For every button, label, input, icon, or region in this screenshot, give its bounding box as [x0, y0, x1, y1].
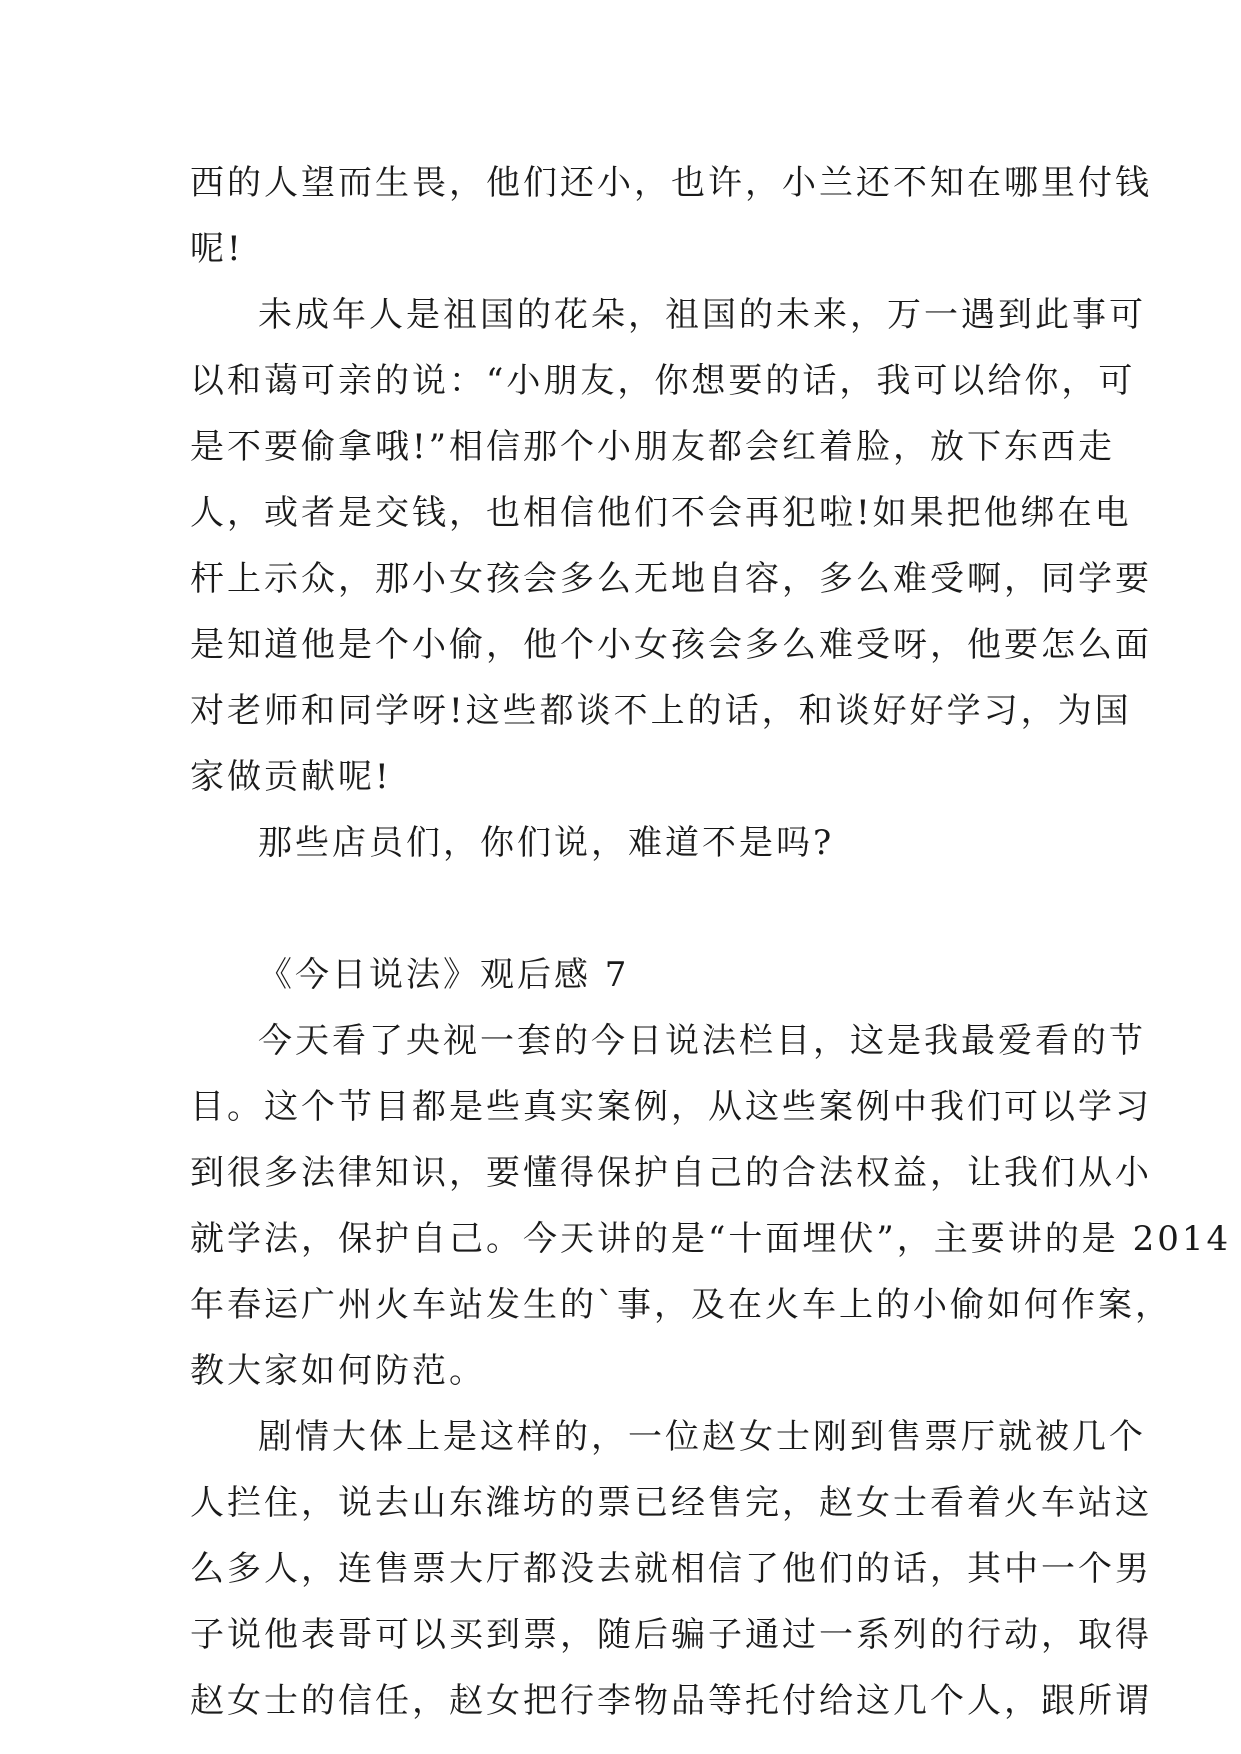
paragraph-line: 是不要偷拿哦!”相信那个小朋友都会红着脸，放下东西走	[190, 427, 1116, 467]
paragraph-line: 人拦住，说去山东潍坊的票已经售完，赵女士看着火车站这	[190, 1483, 1152, 1523]
paragraph-line: 呢!	[190, 229, 244, 269]
paragraph-line: 人，或者是交钱，也相信他们不会再犯啦!如果把他绑在电	[190, 493, 1132, 533]
paragraph-line: 年春运广州火车站发生的`事，及在火车上的小偷如何作案，	[190, 1285, 1172, 1325]
paragraph-line: 是知道他是个小偷，他个小女孩会多么难受呀，他要怎么面	[190, 625, 1152, 665]
paragraph-line: 教大家如何防范。	[190, 1351, 486, 1391]
paragraph-line: 那些店员们，你们说，难道不是吗?	[258, 823, 835, 863]
paragraph-line: 就学法，保护自己。今天讲的是“十面埋伏”，主要讲的是 2014	[190, 1219, 1232, 1259]
paragraph-line: 对老师和同学呀!这些都谈不上的话，和谈好好学习，为国	[190, 691, 1132, 731]
paragraph-line: 杆上示众，那小女孩会多么无地自容，多么难受啊，同学要	[190, 559, 1152, 599]
paragraph-line: 今天看了央视一套的今日说法栏目，这是我最爱看的节	[258, 1021, 1146, 1061]
section-gap	[190, 876, 1060, 942]
paragraph-line: 未成年人是祖国的花朵，祖国的未来，万一遇到此事可	[258, 295, 1146, 335]
paragraph-line: 到很多法律知识，要懂得保护自己的合法权益，让我们从小	[190, 1153, 1152, 1193]
paragraph-line: 西的人望而生畏，他们还小，也许，小兰还不知在哪里付钱	[190, 163, 1152, 203]
paragraph-line: 以和蔼可亲的说：“小朋友，你想要的话，我可以给你，可	[190, 361, 1136, 401]
paragraph-line: 赵女士的信任，赵女把行李物品等托付给这几个人，跟所谓	[190, 1681, 1152, 1721]
paragraph-line: 家做贡献呢!	[190, 757, 392, 797]
paragraph-line: 子说他表哥可以买到票，随后骗子通过一系列的行动，取得	[190, 1615, 1152, 1655]
paragraph-line: 剧情大体上是这样的，一位赵女士刚到售票厅就被几个	[258, 1417, 1146, 1457]
document-page	[190, 150, 1232, 1734]
paragraph-line: 么多人，连售票大厅都没去就相信了他们的话，其中一个男	[190, 1549, 1152, 1589]
paragraph-line: 目。这个节目都是些真实案例，从这些案例中我们可以学习	[190, 1087, 1152, 1127]
section-heading: 《今日说法》观后感 7	[258, 955, 630, 995]
